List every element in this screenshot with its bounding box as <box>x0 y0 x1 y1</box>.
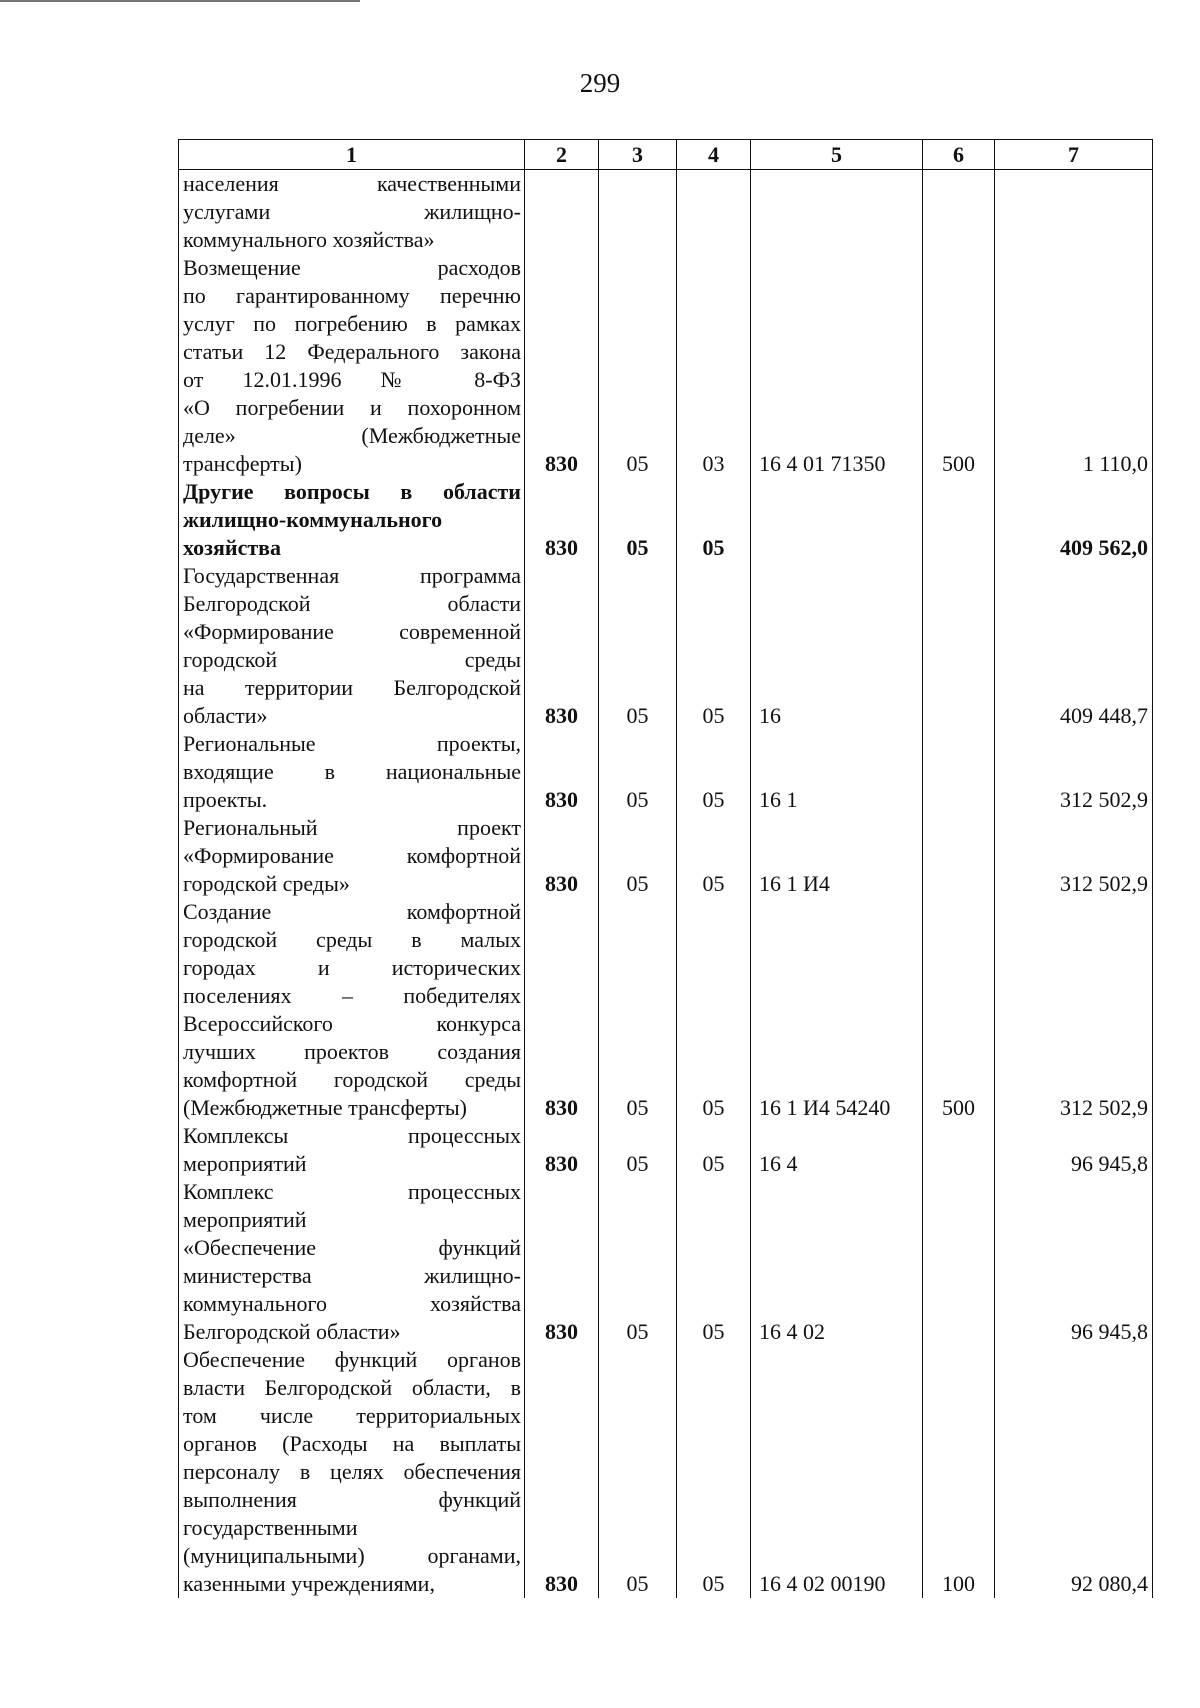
column-header: 3 <box>599 140 677 170</box>
subsection-code: 05 <box>677 478 751 562</box>
description-line: мероприятий <box>183 1207 307 1232</box>
amount-value: 96 945,8 <box>995 1178 1153 1346</box>
ministry-code: 830 <box>525 814 599 898</box>
description-line: проекты. <box>183 787 268 812</box>
row-description <box>179 1178 525 1346</box>
description-line: комфортной городской среды <box>183 1067 521 1092</box>
description-line: деле» (Межбюджетные <box>183 423 521 448</box>
row-description <box>179 1122 525 1178</box>
description-line: министерства жилищно- <box>183 1263 521 1288</box>
section-code: 05 <box>599 254 677 478</box>
amount-value: 96 945,8 <box>995 1122 1153 1178</box>
row-description <box>179 1346 525 1598</box>
expense-type-code <box>923 1178 995 1346</box>
ministry-code <box>525 170 599 255</box>
description-line: Комплексы процессных <box>183 1123 521 1148</box>
ministry-code: 830 <box>525 254 599 478</box>
description-line: «О погребении и похоронном <box>183 395 521 420</box>
expense-type-code <box>923 562 995 730</box>
expense-type-code: 500 <box>923 254 995 478</box>
description-line: «Формирование современной <box>183 619 521 644</box>
target-article-code: 16 4 <box>751 1122 923 1178</box>
description-line: органов (Расходы на выплаты <box>183 1431 521 1456</box>
section-code: 05 <box>599 1178 677 1346</box>
description-line: трансферты) <box>183 451 302 476</box>
column-header: 4 <box>677 140 751 170</box>
table-row <box>179 898 1153 1122</box>
ministry-code: 830 <box>525 562 599 730</box>
subsection-code: 05 <box>677 1122 751 1178</box>
description-line: по гарантированному перечню <box>183 283 521 308</box>
target-article-code: 16 1 И4 54240 <box>751 898 923 1122</box>
row-description <box>179 814 525 898</box>
description-line: Государственная программа <box>183 563 521 588</box>
expense-type-code: 100 <box>923 1346 995 1598</box>
table-row <box>179 1178 1153 1346</box>
amount-value: 409 448,7 <box>995 562 1153 730</box>
table-body <box>179 170 1153 1599</box>
column-header: 2 <box>525 140 599 170</box>
description-line: входящие в национальные <box>183 759 521 784</box>
description-line: услуг по погребению в рамках <box>183 311 521 336</box>
row-description <box>179 254 525 478</box>
target-article-code: 16 4 02 <box>751 1178 923 1346</box>
description-line: выполнения функций <box>183 1487 521 1512</box>
description-line: хозяйства <box>183 535 282 560</box>
target-article-code: 16 <box>751 562 923 730</box>
description-line: государственными <box>183 1515 358 1540</box>
amount-value <box>995 170 1153 255</box>
subsection-code <box>677 170 751 255</box>
subsection-code: 03 <box>677 254 751 478</box>
budget-table <box>178 139 1153 1598</box>
row-description <box>179 562 525 730</box>
table-row <box>179 254 1153 478</box>
section-code: 05 <box>599 814 677 898</box>
description-line: городской среды <box>183 647 521 672</box>
description-line: коммунального хозяйства <box>183 1291 521 1316</box>
description-line: «Обеспечение функций <box>183 1235 521 1260</box>
ministry-code: 830 <box>525 730 599 814</box>
ministry-code: 830 <box>525 478 599 562</box>
description-line: поселениях – победителях <box>183 983 521 1008</box>
description-line: Комплекс процессных <box>183 1179 521 1204</box>
amount-value: 92 080,4 <box>995 1346 1153 1598</box>
ministry-code: 830 <box>525 1346 599 1598</box>
expense-type-code: 500 <box>923 898 995 1122</box>
description-line: от 12.01.1996 № 8-ФЗ <box>183 367 521 392</box>
subsection-code: 05 <box>677 1346 751 1598</box>
description-line: казенными учреждениями, <box>183 1571 435 1596</box>
expense-type-code <box>923 730 995 814</box>
subsection-code: 05 <box>677 730 751 814</box>
table-row <box>179 814 1153 898</box>
budget-table-container <box>178 139 1152 1598</box>
description-line: том числе территориальных <box>183 1403 521 1428</box>
section-code: 05 <box>599 730 677 814</box>
description-line: Всероссийского конкурса <box>183 1011 521 1036</box>
section-code: 05 <box>599 478 677 562</box>
column-header: 7 <box>995 140 1153 170</box>
description-line: Создание комфортной <box>183 899 521 924</box>
subsection-code: 05 <box>677 562 751 730</box>
column-header: 6 <box>923 140 995 170</box>
amount-value: 1 110,0 <box>995 254 1153 478</box>
section-code: 05 <box>599 562 677 730</box>
description-line: мероприятий <box>183 1151 307 1176</box>
scan-edge-mark <box>0 0 360 5</box>
target-article-code <box>751 478 923 562</box>
description-line: городах и исторических <box>183 955 521 980</box>
column-header: 5 <box>751 140 923 170</box>
row-description <box>179 478 525 562</box>
description-line: Белгородской области <box>183 591 521 616</box>
target-article-code: 16 1 <box>751 730 923 814</box>
description-line: Возмещение расходов <box>183 255 521 280</box>
expense-type-code <box>923 1122 995 1178</box>
amount-value: 312 502,9 <box>995 814 1153 898</box>
row-description <box>179 898 525 1122</box>
amount-value: 312 502,9 <box>995 898 1153 1122</box>
description-line: Белгородской области» <box>183 1319 401 1344</box>
description-line: (Межбюджетные трансферты) <box>183 1095 467 1120</box>
target-article-code <box>751 170 923 255</box>
target-article-code: 16 4 01 71350 <box>751 254 923 478</box>
expense-type-code <box>923 814 995 898</box>
subsection-code: 05 <box>677 814 751 898</box>
description-line: населения качественными <box>183 171 521 196</box>
section-code: 05 <box>599 1346 677 1598</box>
description-line: Региональный проект <box>183 815 521 840</box>
subsection-code: 05 <box>677 1178 751 1346</box>
description-line: области» <box>183 703 268 728</box>
description-line: городской среды» <box>183 871 350 896</box>
amount-value: 312 502,9 <box>995 730 1153 814</box>
ministry-code: 830 <box>525 898 599 1122</box>
description-line: персоналу в целях обеспечения <box>183 1459 521 1484</box>
column-header: 1 <box>179 140 525 170</box>
ministry-code: 830 <box>525 1122 599 1178</box>
table-row <box>179 1122 1153 1178</box>
row-description <box>179 170 525 255</box>
description-line: власти Белгородской области, в <box>183 1375 521 1400</box>
table-row <box>179 170 1153 255</box>
description-line: Обеспечение функций органов <box>183 1347 521 1372</box>
table-row <box>179 478 1153 562</box>
table-row <box>179 562 1153 730</box>
row-description <box>179 730 525 814</box>
section-code <box>599 170 677 255</box>
page-number: 299 <box>579 68 621 98</box>
table-header-row <box>179 140 1153 170</box>
section-code: 05 <box>599 1122 677 1178</box>
description-line: на территории Белгородской <box>183 675 521 700</box>
description-line: городской среды в малых <box>183 927 521 952</box>
description-line: Региональные проекты, <box>183 731 521 756</box>
target-article-code: 16 1 И4 <box>751 814 923 898</box>
expense-type-code <box>923 478 995 562</box>
table-row <box>179 1346 1153 1598</box>
description-line: «Формирование комфортной <box>183 843 521 868</box>
section-code: 05 <box>599 898 677 1122</box>
subsection-code: 05 <box>677 898 751 1122</box>
expense-type-code <box>923 170 995 255</box>
ministry-code: 830 <box>525 1178 599 1346</box>
amount-value: 409 562,0 <box>995 478 1153 562</box>
table-row <box>179 730 1153 814</box>
description-line: статьи 12 Федерального закона <box>183 339 521 364</box>
description-line: (муниципальными) органами, <box>183 1543 521 1568</box>
description-line: услугами жилищно- <box>183 199 521 224</box>
description-line: жилищно-коммунального <box>183 507 443 532</box>
description-line: лучших проектов создания <box>183 1039 521 1064</box>
description-line: Другие вопросы в области <box>183 479 521 504</box>
description-line: коммунального хозяйства» <box>183 227 435 252</box>
target-article-code: 16 4 02 00190 <box>751 1346 923 1598</box>
